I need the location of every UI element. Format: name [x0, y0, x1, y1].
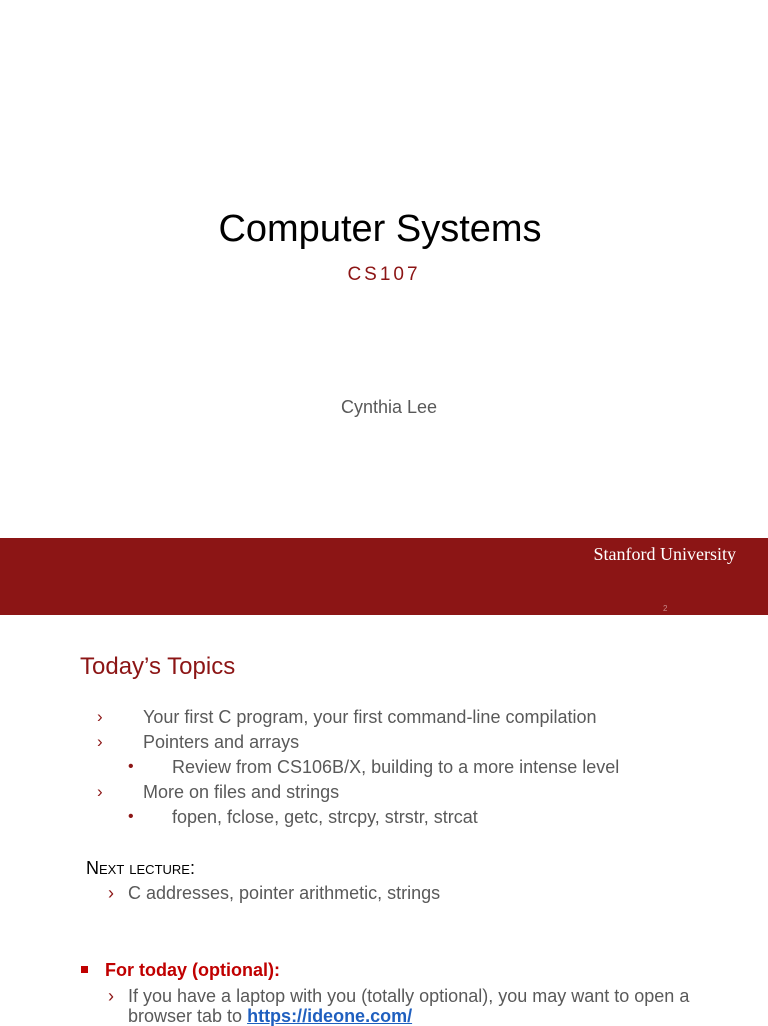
list-item	[0, 732, 768, 757]
list-item-text: Your first C program, your first command-line compilation	[143, 707, 597, 727]
laptop-text: If you have a laptop with you (totally optional), you may want to open a browser tab to	[128, 986, 690, 1026]
for-today-label: For today (optional):	[105, 960, 280, 980]
page-number: 2	[663, 604, 668, 613]
bullet-dot-icon: •	[128, 758, 134, 775]
list-item	[0, 757, 768, 782]
list-item-text: Review from CS106B/X, building to a more intense level	[172, 757, 620, 777]
list-item-text: More on files and strings	[143, 782, 340, 802]
ideone-link[interactable]: https://ideone.com/	[247, 1006, 413, 1026]
bullet-dot-icon: •	[128, 808, 134, 825]
list-item	[0, 782, 768, 807]
list-item-text: fopen, fclose, getc, strcpy, strstr, strcat	[172, 807, 478, 827]
topics-title: Today’s Topics	[80, 653, 236, 680]
stanford-footer-band	[0, 538, 768, 615]
stanford-logo-text: Stanford University	[593, 544, 736, 564]
laptop-note-text	[128, 986, 748, 1026]
chevron-right-icon: ›	[97, 782, 103, 801]
course-code: CS107	[347, 264, 421, 285]
next-lecture-text: C addresses, pointer arithmetic, strings	[128, 883, 441, 903]
chevron-right-icon: ›	[108, 883, 114, 903]
next-lecture-label: Next lecture:	[86, 858, 195, 878]
list-item-text: Pointers and arrays	[143, 732, 300, 752]
list-item	[0, 707, 768, 732]
topics-slide	[0, 615, 768, 1024]
author-name: Cynthia Lee	[340, 397, 438, 417]
chevron-right-icon: ›	[97, 707, 103, 726]
slide-title: Computer Systems	[218, 208, 542, 250]
chevron-right-icon: ›	[108, 986, 114, 1006]
chevron-right-icon: ›	[97, 732, 103, 751]
list-item	[0, 807, 768, 832]
topics-list	[0, 707, 768, 832]
square-bullet-icon	[81, 966, 88, 973]
